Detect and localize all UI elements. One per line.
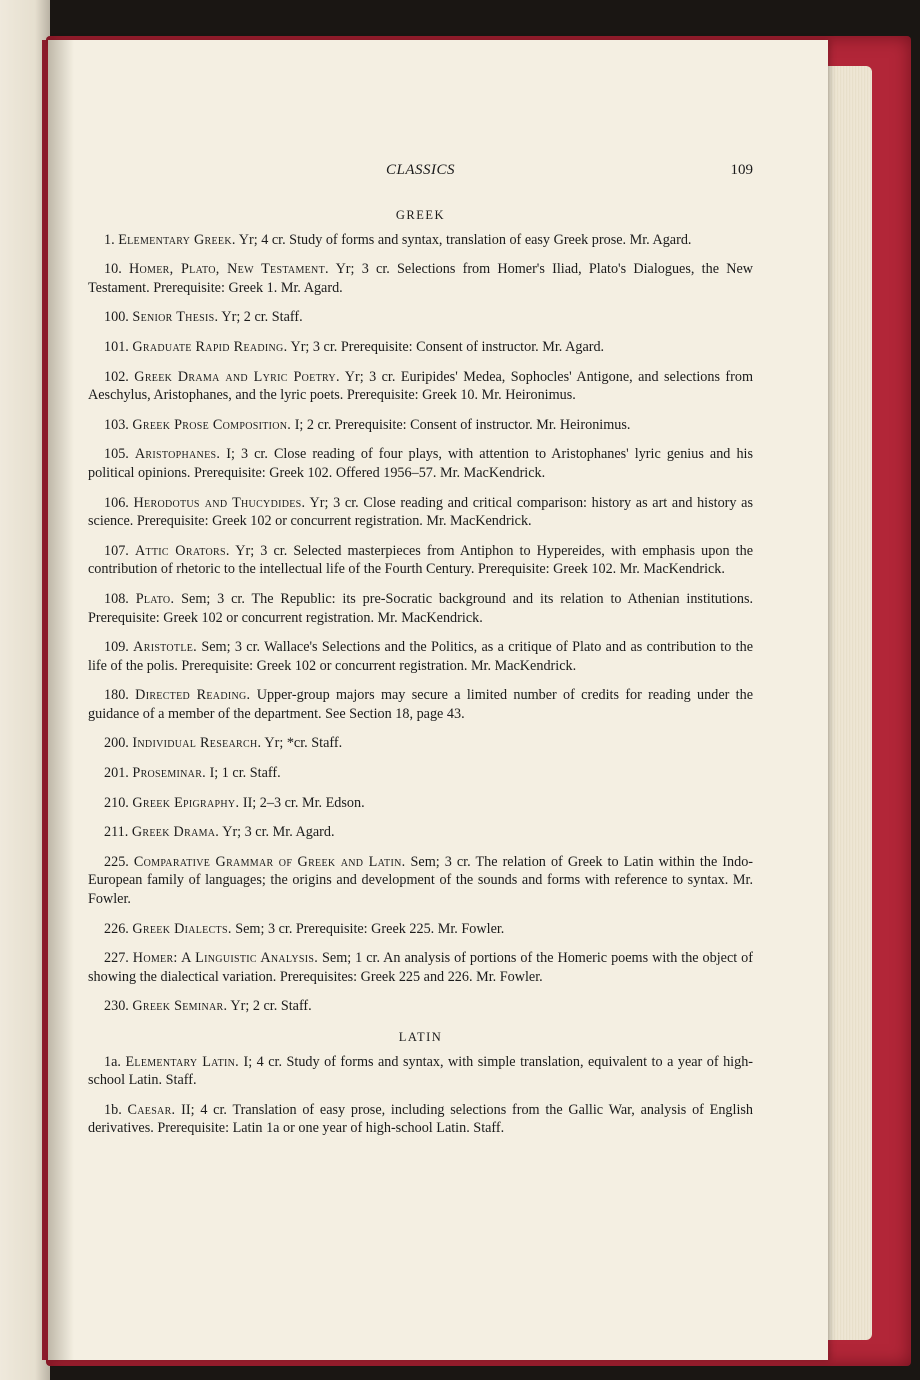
course-entry bbox=[88, 1101, 753, 1138]
course-number: 109. bbox=[104, 639, 129, 656]
course-description: Yr; 4 cr. Study of forms and syntax, translation of easy Greek prose. Mr. Agard. bbox=[238, 231, 692, 248]
course-title: Graduate Rapid Reading. bbox=[132, 338, 288, 355]
course-description: Sem; 3 cr. The relation of Greek to Latin within the Indo-European family of languages; the origins and development of the sounds and forms with reference to syntax. Mr. Fowler. bbox=[88, 853, 754, 908]
course-number: 226. bbox=[104, 920, 129, 937]
course-title: Attic Orators. bbox=[134, 542, 230, 559]
course-description: Yr; 3 cr. Euripides' Medea, Sophocles' Antigone, and selections from Aeschylus, Aristophanes, and the lyric poets. Prerequisite: Greek 10. Mr. Heironimus. bbox=[88, 368, 754, 404]
course-entry bbox=[88, 638, 753, 675]
section-heading-greek: GREEK bbox=[395, 208, 446, 222]
course-description: II; 4 cr. Translation of easy prose, including selections from the Gallic War, analysis of English derivatives. Prerequisite: Latin 1a or one year of high-school Latin. Staff. bbox=[88, 1101, 754, 1137]
course-number: 108. bbox=[104, 590, 129, 607]
course-entry bbox=[88, 794, 753, 813]
course-number: 105. bbox=[104, 446, 129, 463]
course-title: Directed Reading. bbox=[135, 687, 251, 704]
page-number: 109 bbox=[730, 162, 753, 178]
course-description: I; 4 cr. Study of forms and syntax, with simple translation, equivalent to a year of high-school Latin. Staff. bbox=[88, 1053, 754, 1089]
course-description: Sem; 3 cr. The Republic: its pre-Socratic background and its relation to Athenian institutions. Prerequisite: Greek 102 or concurrent registration. Mr. MacKendrick. bbox=[88, 590, 754, 626]
course-title: Homer: A Linguistic Analysis. bbox=[132, 950, 319, 967]
course-number: 106. bbox=[104, 494, 129, 511]
course-number: 102. bbox=[104, 368, 129, 385]
course-entry bbox=[88, 997, 753, 1016]
course-description: Yr; *cr. Staff. bbox=[264, 735, 343, 752]
section-heading-latin: LATIN bbox=[398, 1030, 443, 1044]
course-entry bbox=[88, 416, 753, 435]
course-number: 225. bbox=[104, 853, 129, 870]
course-entry bbox=[88, 338, 753, 357]
course-title: Greek Seminar. bbox=[132, 998, 228, 1015]
course-number: 10. bbox=[104, 261, 122, 278]
course-title: Plato. bbox=[135, 590, 175, 607]
course-number: 227. bbox=[104, 950, 129, 967]
course-number: 180. bbox=[104, 687, 129, 704]
course-title: Proseminar. bbox=[132, 765, 207, 782]
course-title: Caesar. bbox=[127, 1101, 176, 1118]
course-description: Yr; 3 cr. Prerequisite: Consent of instructor. Mr. Agard. bbox=[290, 338, 605, 355]
course-number: 103. bbox=[104, 416, 129, 433]
course-entry bbox=[88, 368, 753, 405]
course-title: Greek Prose Composition. bbox=[132, 416, 292, 433]
course-entry bbox=[88, 764, 753, 783]
course-entry bbox=[88, 949, 753, 986]
course-description: I; 2 cr. Prerequisite: Consent of instructor. Mr. Heironimus. bbox=[294, 416, 631, 433]
course-description: Sem; 1 cr. An analysis of portions of the Homeric poems with the object of showing the dialectical variation. Prerequisites: Greek 225 and 226. Mr. Fowler. bbox=[88, 950, 754, 985]
course-title: Individual Research. bbox=[132, 735, 262, 752]
course-title: Senior Thesis. bbox=[132, 309, 219, 326]
course-number: 211. bbox=[104, 824, 129, 841]
course-number: 210. bbox=[104, 794, 129, 811]
page-content bbox=[88, 206, 753, 1149]
course-entry bbox=[88, 542, 753, 579]
course-description: I; 3 cr. Close reading of four plays, with attention to Aristophanes' lyric genius and his political opinions. Prerequisite: Greek 102. Offered 1956–57. Mr. MacKendrick. bbox=[88, 446, 754, 481]
course-title: Herodotus and Thucydides. bbox=[133, 494, 306, 511]
course-entry bbox=[88, 734, 753, 753]
course-entry bbox=[88, 445, 753, 482]
course-title: Greek Epigraphy. bbox=[132, 794, 240, 811]
course-entry bbox=[88, 590, 753, 627]
course-entry bbox=[88, 231, 753, 250]
course-number: 200. bbox=[104, 735, 129, 752]
page-gutter bbox=[48, 40, 74, 1360]
course-description: Yr; 3 cr. Selections from Homer's Iliad, Plato's Dialogues, the New Testament. Prerequisite: Greek 1. Mr. Agard. bbox=[88, 261, 754, 296]
course-number: 1a. bbox=[104, 1053, 121, 1070]
course-description: II; 2–3 cr. Mr. Edson. bbox=[242, 794, 365, 811]
course-entry bbox=[88, 494, 753, 531]
running-head: CLASSICS bbox=[385, 162, 455, 178]
course-entry bbox=[88, 823, 753, 842]
course-description: Upper-group majors may secure a limited number of credits for reading under the guidance of a member of the department. See Section 18, page 43. bbox=[88, 687, 754, 722]
course-title: Greek Dialects. bbox=[132, 920, 232, 937]
course-title: Greek Drama and Lyric Poetry. bbox=[134, 368, 340, 385]
course-title: Aristotle. bbox=[133, 639, 198, 656]
course-description: Yr; 3 cr. Close reading and critical comparison: history as art and history as science. Prerequisite: Greek 102 or concurrent registration. Mr. MacKendrick. bbox=[88, 494, 754, 530]
course-number: 1. bbox=[104, 231, 115, 248]
course-title: Aristophanes. bbox=[134, 446, 221, 463]
course-description: Yr; 2 cr. Staff. bbox=[221, 309, 303, 326]
course-entry bbox=[88, 853, 753, 909]
course-number: 1b. bbox=[104, 1101, 122, 1118]
course-description: I; 1 cr. Staff. bbox=[209, 765, 281, 782]
course-description: Yr; 3 cr. Selected masterpieces from Antiphon to Hypereides, with emphasis upon the contribution of rhetoric to the intellectual life of the Fourth Century. Prerequisite: Greek 102. Mr. MacKendrick. bbox=[88, 542, 753, 578]
course-title: Elementary Greek. bbox=[118, 231, 236, 248]
course-description: Sem; 3 cr. Prerequisite: Greek 225. Mr. Fowler. bbox=[235, 920, 505, 937]
course-entry bbox=[88, 920, 753, 939]
course-number: 107. bbox=[104, 542, 129, 559]
course-number: 100. bbox=[104, 309, 129, 326]
course-entry bbox=[88, 308, 753, 327]
course-number: 230. bbox=[104, 998, 129, 1015]
course-number: 101. bbox=[104, 338, 129, 355]
course-description: Yr; 2 cr. Staff. bbox=[230, 998, 312, 1015]
course-title: Comparative Grammar of Greek and Latin. bbox=[133, 853, 406, 870]
course-title: Greek Drama. bbox=[131, 824, 220, 841]
course-title: Homer, Plato, New Testament. bbox=[128, 261, 329, 278]
course-description: Yr; 3 cr. Mr. Agard. bbox=[222, 824, 335, 841]
course-entry bbox=[88, 686, 753, 723]
course-number: 201. bbox=[104, 765, 129, 782]
course-title: Elementary Latin. bbox=[125, 1053, 239, 1070]
course-entry bbox=[88, 260, 753, 297]
course-description: Sem; 3 cr. Wallace's Selections and the Politics, as a critique of Plato and as contribution to the life of the polis. Prerequisite: Greek 102 or concurrent registration. Mr. MacKendrick. bbox=[88, 639, 753, 674]
course-entry bbox=[88, 1053, 753, 1090]
page-header bbox=[88, 162, 753, 186]
